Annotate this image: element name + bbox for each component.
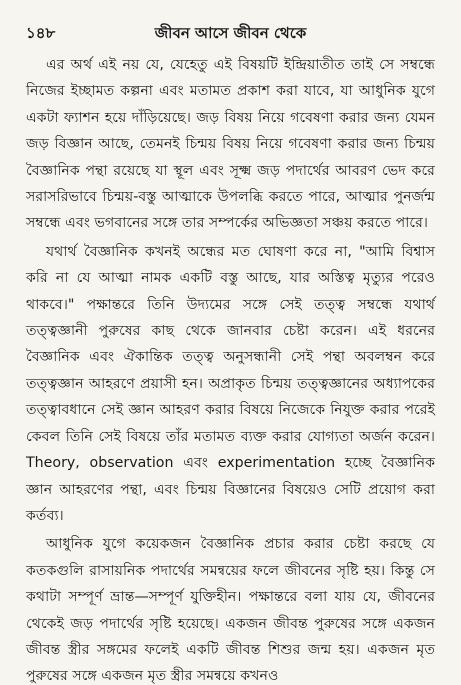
paragraph-1: এর অর্থ এই নয় যে, যেহেতু এই বিষয়টি ইন্দ্রিয়াতীত তাই সে সম্বন্ধে নিজের ইচ্ছামত কল্পনা এবং মতামত প্রকাশ করা যাবে, যা আধুনিক যুগে একটা ফ্যাশন হয়ে দাঁড়িয়েছে। জড় বিষয় নিয়ে গবেষণা করার জন্য যেমন জড় বিজ্ঞান আছে, তেমনই চিন্ময় বিষয় নিয়ে গবেষণা করার জন্য চিন্ময় বৈজ্ঞানিক পন্থা রয়েছে যা স্থূল এবং সূক্ষ্ম জড় পদার্থের আবরণ ভেদ করে সরাসরিভাবে চিন্ময়-বস্তু আত্মাকে উপলব্ধি করতে পারে, আত্মার পুনর্জন্ম সম্বন্ধে এবং ভগবানের সঙ্গে তার সম্পর্কের অভিজ্ঞতা সঞ্চয় করতে পারে। xyxy=(26,57,435,232)
page-number: ১৪৮ xyxy=(26,24,56,42)
body-text xyxy=(26,52,435,685)
paragraph-2: যথার্থ বৈজ্ঞানিক কখনই অন্ধের মত ঘোষণা করে না, "আমি বিশ্বাস করি না যে আত্মা নামক একটি বস্তু আছে, যার অস্তিত্ব মৃত্যুর পরেও থাকবে।" পক্ষান্তরে তিনি উদ্যমের সঙ্গে সেই তত্ত্ব সম্বন্ধে যথার্থ তত্ত্বজ্ঞানী পুরুষের কাছ থেকে জানবার চেষ্টা করেন। এই ধরনের বৈজ্ঞানিক এবং ঐকান্তিক তত্ত্ব অনুসন্ধানী সেই পন্থা অবলম্বন করে তত্ত্বজ্ঞান আহরণে প্রয়াসী হন। অপ্রাকৃত চিন্ময় তত্ত্বজ্ঞানের অধ্যাপকের তত্ত্বাবধানে সেই জ্ঞান আহরণ করার বিষয়ে নিজেকে নিযুক্ত করার পরেই কেবল তিনি সেই বিষয়ে তাঁর মতামত ব্যক্ত করার যোগ্যতা অর্জন করেন। Theory, observation এবং experimentation হচ্ছে বৈজ্ঞানিক জ্ঞান আহরণের পন্থা, এবং চিন্ময় বিজ্ঞানের বিষয়েও সেটি প্রয়োগ করা কর্তব্য। xyxy=(26,243,435,524)
page-header xyxy=(26,22,435,48)
paragraph-3: আধুনিক যুগে কয়েকজন বৈজ্ঞানিক প্রচার করার চেষ্টা করছে যে কতকগুলি রাসায়নিক পদার্থের সমন্বয়ের ফলে জীবনের সৃষ্টি হয়। কিন্তু সে কথাটা সম্পূর্ণ ভ্রান্ত—সম্পূর্ণ যুক্তিহীন। পক্ষান্তরে বলা যায় যে, জীবনের থেকেই জড় পদার্থের সৃষ্টি হয়েছে। একজন জীবন্ত পুরুষের সঙ্গে একজন জীবন্ত স্ত্রীর সঙ্গমের ফলেই একটি জীবন্ত শিশুর জন্ম হয়। একজন মৃত পুরুষের সঙ্গে একজন মৃত স্ত্রীর সমন্বয়ে কখনও xyxy=(26,536,435,685)
running-title: জীবন আসে জীবন থেকে xyxy=(154,24,307,42)
